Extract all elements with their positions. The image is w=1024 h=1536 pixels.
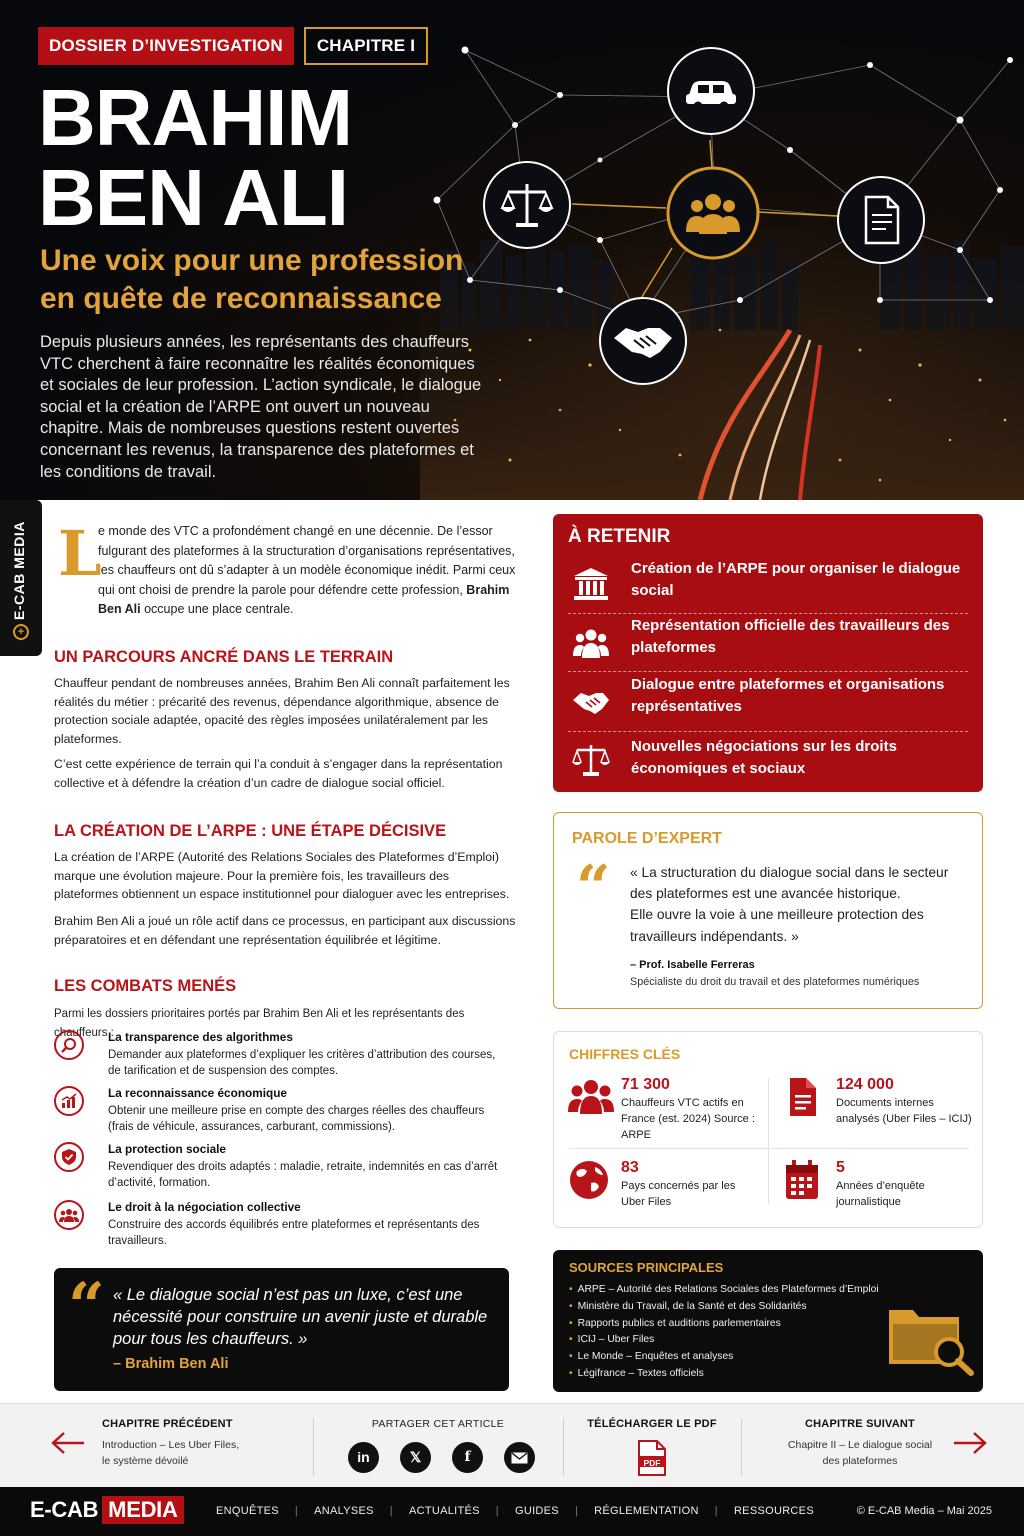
bar-chart-icon [54,1086,84,1116]
subtitle-line-1: Une voix pour une profession [40,244,464,277]
scales-icon [482,160,572,250]
combat-title: La reconnaissance économique [108,1086,287,1100]
source-item: • Légifrance – Textes officiels [569,1367,704,1379]
pdf-icon-text: PDF [643,1458,661,1468]
footer-nav-guides[interactable]: GUIDES [514,1505,559,1517]
hero-badges [38,27,428,65]
document-icon [836,175,926,265]
hero-description: Depuis plusieurs années, les représentants des chauffeurs VTC cherchent à faire reconnaître les réalités économiques et sociales de leur profession. L’action syndicale, le dialogue social et la création de l’ARPE ont ouvert un nouveau chapitre. Mais de nombreuses questions restent ouvertes concernant les revenus, la transparence des plateformes et les conditions de travail. [40,333,482,481]
drop-cap: L [58,517,102,590]
section-title-combats: LES COMBATS MENÉS [54,977,237,995]
source-item: • ARPE – Autorité des Relations Sociales des Plateformes d’Emploi [569,1284,879,1295]
site-footer [0,1487,1024,1536]
footer-nav-actualites[interactable]: ACTUALITÉS [408,1505,480,1517]
pull-quote [54,1268,509,1391]
download-pdf-button[interactable] [563,1418,741,1430]
shield-icon [54,1142,84,1172]
source-item: • Rapports publics et auditions parlementaires [569,1317,781,1329]
divider [741,1418,742,1476]
expert-role: Spécialiste du droit du travail et des plateformes numériques [630,976,920,988]
prev-chapter-title-line-2: le système dévoilé [102,1454,189,1467]
scales-icon [572,742,610,778]
intro-highlight: Brahim Ben Ali [98,582,510,616]
intro-text-start: e monde des VTC a profondément changé en une décennie. De l’essor fulgurant des plateformes à la structuration d’organisations représentatives, les chauffeurs ont dû s’adapter à un modèle économique inédit. Parmi ceux qui ont choisi de prendre la parole pour défendre cette profession, [98,524,516,597]
arpe-paragraph-2: Brahim Ben Ali a joué un rôle actif dans ce processus, en participant aux discussions préparatoires et en défendant une représentation équilibrée et légitime. [54,914,516,947]
footer-nav-enquetes[interactable]: ENQUÊTES [216,1505,279,1517]
facebook-icon[interactable]: f [452,1442,483,1473]
globe-icon [567,1159,615,1201]
next-chapter-title-line-1: Chapitre II – Le dialogue social [787,1439,933,1451]
share-label: PARTAGER CET ARTICLE [371,1418,505,1430]
key-point-text: Représentation officielle des travailleurs des plateformes [631,617,950,656]
next-chapter-title [760,1438,960,1469]
quote-mark-icon: “ [68,1269,105,1344]
stat-label: Documents internes analysés (Uber Files – ICIJ) [836,1097,972,1125]
key-point-text: Création de l’ARPE pour organiser le dialogue social [631,560,961,599]
divider [768,1078,769,1204]
quote-mark-icon: “ [576,853,611,923]
folder-search-icon [887,1300,975,1376]
share-block [313,1418,563,1430]
arpe-paragraph-1: La création de l’ARPE (Autorité des Relations Sociales des Plateformes d’Emploi) marque une évolution majeure. Pour la première fois, les travailleurs des plateformes obtiennent un espace institutionnel pour dialoguer avec les entreprises. [54,850,510,902]
title-line-2: BEN ALI [38,153,349,242]
pull-quote-text: « Le dialogue social n’est pas un luxe, c’est une nécessité pour construire un avenir juste et durable pour tous les chauffeurs. » [113,1286,488,1348]
side-tab-label: E-CAB MEDIA [11,521,27,620]
chapter-badge: CHAPITRE I [304,27,428,65]
page-title [38,73,352,242]
key-point-item [568,614,968,672]
source-item: • ICIJ – Uber Files [569,1334,655,1346]
combat-desc: Construire des accords équilibrés entre plateformes et représentants des travailleurs. [108,1219,480,1247]
handshake-icon [598,296,688,386]
intro-paragraph [54,517,516,620]
logo-part-1: E-CAB [30,1497,99,1522]
expert-quote-box [553,812,983,1009]
copyright: © E-CAB Media – Mai 2025 [856,1505,992,1517]
key-point-item [568,556,968,614]
sources-list [569,1282,889,1383]
combat-title: La transparence des algorithmes [108,1030,293,1044]
group-icon [567,1076,615,1118]
stat-label: Années d’enquête journalistique [836,1180,925,1208]
prev-chapter-link[interactable] [102,1418,302,1469]
stat-label: Chauffeurs VTC actifs en France (est. 2024) Source : ARPE [621,1097,755,1141]
key-figures-box [553,1031,983,1228]
arrow-right-icon[interactable] [952,1430,988,1456]
x-icon[interactable]: 𝕏 [400,1442,431,1473]
stat-value: 5 [836,1159,845,1176]
group-icon [666,166,760,260]
source-item: • Le Monde – Enquêtes et analyses [569,1351,734,1363]
footer-nav-reglementation[interactable]: RÉGLEMENTATION [594,1505,699,1517]
combat-title: Le droit à la négociation collective [108,1200,301,1214]
next-chapter-title-line-2: des plateformes [822,1454,898,1467]
next-chapter-label: CHAPITRE SUIVANT [805,1418,915,1430]
key-point-item [568,732,968,790]
pull-quote-author: – Brahim Ben Ali [113,1356,229,1372]
magnifier-icon [54,1030,84,1060]
sources-title: SOURCES PRINCIPALES [569,1260,724,1275]
institution-icon [572,566,610,602]
logo-part-2: MEDIA [102,1496,183,1524]
prev-chapter-title-line-1: Introduction – Les Uber Files, [102,1439,240,1451]
calendar-icon [782,1159,830,1201]
page-subtitle [40,242,500,318]
footer-logo[interactable] [30,1497,184,1523]
expert-quote-line-1: « La structuration du dialogue social dans le secteur des plateformes est une avancée historique. [630,865,949,902]
mail-icon[interactable] [504,1442,535,1473]
car-icon [666,46,756,136]
expert-author: – Prof. Isabelle Ferreras [630,959,755,971]
handshake-icon [572,684,610,720]
section-title-arpe: LA CRÉATION DE L’ARPE : UNE ÉTAPE DÉCISIVE [54,822,447,840]
stat-label: Pays concernés par les Uber Files [621,1180,736,1208]
expert-title: PAROLE D’EXPERT [572,830,722,847]
combat-desc: Demander aux plateformes d’expliquer les critères d’attribution des courses, de tarification et de suspension des comptes. [108,1049,496,1077]
key-point-text: Dialogue entre plateformes et organisations représentatives [631,676,945,715]
key-figures-title: CHIFFRES CLÉS [569,1046,681,1062]
key-point-item [568,672,968,732]
article-body [54,517,516,1247]
parcours-paragraph-2: C’est cette expérience de terrain qui l’a conduit à s’engager dans la représentation collective et à défendre la création d’un cadre de dialogue social officiel. [54,757,503,790]
footer-nav-ressources[interactable]: RESSOURCES [733,1505,814,1517]
expert-quote-line-2: Elle ouvre la voie à une meilleure protection des travailleurs indépendants. » [630,907,924,944]
dossier-badge: DOSSIER D’INVESTIGATION [38,27,294,65]
prev-chapter-title [102,1438,302,1469]
footer-nav: ENQUÊTES | ANALYSES | ACTUALITÉS | GUIDES | RÉGLEMENTATION | RESSOURCES [216,1505,814,1517]
intro-text-end: occupe une place centrale. [140,602,294,616]
group-icon [572,626,610,662]
section-title-parcours: UN PARCOURS ANCRÉ DANS LE TERRAIN [54,648,394,666]
chapter-navigation [0,1403,1024,1487]
combat-desc: Revendiquer des droits adaptés : maladie, retraite, indemnités en cas d’arrêt d’activité, formation. [108,1161,498,1189]
linkedin-icon[interactable]: in [348,1442,379,1473]
stat-value: 124 000 [836,1076,894,1093]
document-icon [782,1076,830,1118]
subtitle-line-2: en quête de reconnaissance [40,282,442,315]
plus-circle-icon: + [13,624,29,640]
title-line-1: BRAHIM [38,73,352,162]
combats-intro: Parmi les dossiers prioritaires portés par Brahim Ben Ali et les représentants des chauffeurs : [54,1008,465,1039]
expert-quote [630,862,970,947]
download-pdf-label: TÉLÉCHARGER LE PDF [587,1418,717,1430]
stat-value: 71 300 [621,1076,670,1093]
source-item: • Ministère du Travail, de la Santé et des Solidarités [569,1300,807,1312]
next-chapter-link[interactable] [760,1418,960,1469]
group-icon [54,1200,84,1230]
combat-desc: Obtenir une meilleure prise en compte des charges réelles des chauffeurs (frais de véhicule, assurances, carburant, commissions). [108,1105,485,1133]
arrow-left-icon[interactable] [50,1430,86,1456]
divider [569,1148,969,1149]
sources-box [553,1250,983,1392]
stat-value: 83 [621,1159,639,1176]
key-points-box [553,514,983,792]
combat-title: La protection sociale [108,1142,226,1156]
hero-banner [0,0,1024,500]
footer-nav-analyses[interactable]: ANALYSES [314,1505,374,1517]
key-points-title: À RETENIR [568,526,671,547]
intro-text [54,517,516,620]
key-point-text: Nouvelles négociations sur les droits économiques et sociaux [631,738,897,777]
parcours-paragraph-1: Chauffeur pendant de nombreuses années, Brahim Ben Ali connaît parfaitement les réalités du métier : précarité des revenus, dépendance algorithmique, absence de protection sociale adaptée, opacité des règles imposées unilatéralement par les plateformes. [54,676,510,746]
side-brand-tab[interactable] [0,500,42,656]
prev-chapter-label: CHAPITRE PRÉCÉDENT [102,1418,233,1430]
